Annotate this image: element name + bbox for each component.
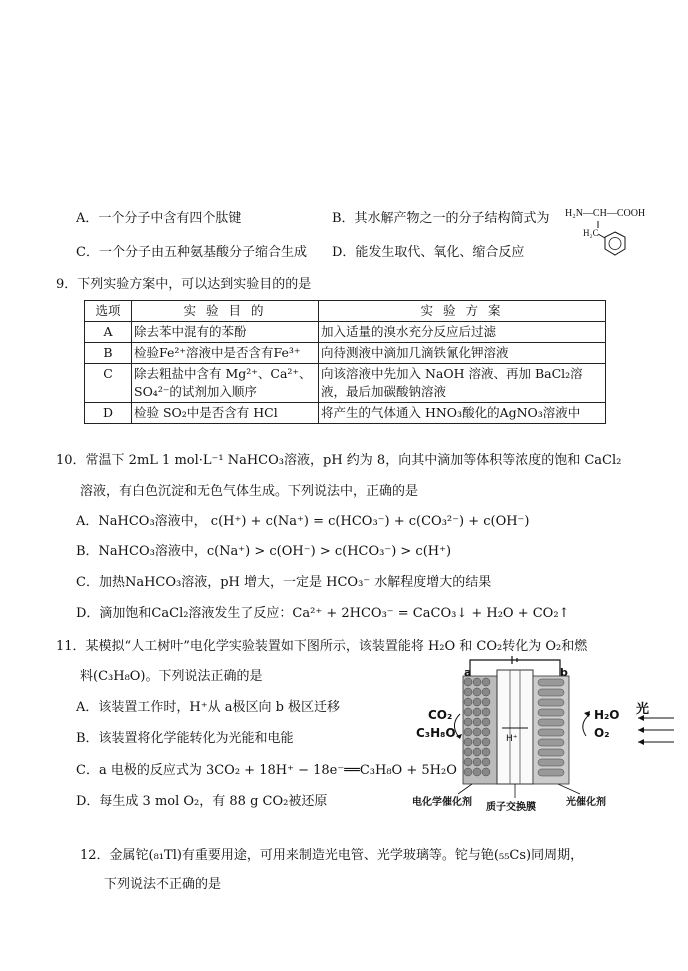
q12-stem-line2: 下列说法不正确的是 (104, 877, 222, 892)
co2-label: CO₂ (428, 708, 453, 722)
table-row (85, 322, 606, 343)
table-row (85, 343, 606, 364)
q10-option-d: D．滴加饱和CaCl₂溶液发生了反应：Ca²⁺ + 2HCO₃⁻ = CaCO₃↓ + H₂O + CO₂↑ (76, 606, 570, 621)
q11-option-a: A．该装置工作时，H⁺从 a极区向 b 极区迁移 (76, 700, 341, 715)
row-purpose: 除去苯中混有的苯酚 (132, 322, 319, 343)
q11-option-c: C．a 电极的反应式为 3CO₂ + 18H⁺ − 18e⁻══C₃H₈O + 5H₂O (76, 763, 457, 778)
q12-stem-line1: 12．金属铊(₈₁Tl)有重要用途，可用来制造光电管、光学玻璃等。铊与铯(₅₅Cs)同周期， (80, 848, 584, 863)
struct-label-ch2: H₂C (583, 228, 599, 238)
q8-option-a: A．一个分子中含有四个肽键 (76, 211, 242, 226)
row-plan: 将产生的气体通入 HNO₃酸化的AgNO₃溶液中 (319, 403, 606, 424)
c3h8o-label: C₃H₈O (416, 726, 456, 740)
table-header-row (85, 301, 606, 322)
o2-label: O₂ (594, 726, 610, 740)
q11-option-d: D．每生成 3 mol O₂，有 88 g CO₂被还原 (76, 794, 328, 809)
struct-label-main: H₂N—CH—COOH (565, 208, 646, 219)
q10-stem-line2: 溶液，有白色沉淀和无色气体生成。下列说法中，正确的是 (80, 484, 419, 499)
table-header: 实 验 方 案 (319, 301, 606, 322)
q9-table (84, 300, 606, 424)
table-row (85, 403, 606, 424)
table-row (85, 364, 606, 403)
row-option: C (85, 364, 132, 403)
q10-option-c: C．加热NaHCO₃溶液，pH 增大，一定是 HCO₃⁻ 水解程度增大的结果 (76, 575, 492, 590)
electrode-a-label: a (464, 666, 472, 679)
row-plan: 向待测液中滴加几滴铁氰化钾溶液 (319, 343, 606, 364)
q8-option-c: C．一个分子由五种氨基酸分子缩合生成 (76, 245, 307, 260)
row-option: A (85, 322, 132, 343)
row-option: D (85, 403, 132, 424)
row-purpose: 检验Fe²⁺溶液中是否含有Fe³⁺ (132, 343, 319, 364)
proton-exchange-membrane-label: 质子交换膜 (486, 802, 536, 813)
row-option: B (85, 343, 132, 364)
q11-stem-line1: 11．某模拟“人工树叶”电化学实验装置如下图所示，该装置能将 H₂O 和 CO₂转化为 O₂和燃 (56, 639, 588, 654)
q11-stem-line2: 料(C₃H₈O)。下列说法正确的是 (80, 669, 263, 684)
table-header: 实 验 目 的 (132, 301, 319, 322)
q10-stem-line1: 10．常温下 2mL 1 mol·L⁻¹ NaHCO₃溶液，pH 约为 8，向其中滴加等体积等浓度的饱和 CaCl₂ (56, 453, 622, 468)
electrode-b-label: b (560, 666, 568, 679)
q9-stem: 9．下列实验方案中，可以达到实验目的的是 (56, 277, 312, 292)
q10-option-b: B．NaHCO₃溶液中，c(Na⁺) > c(OH⁻) > c(HCO₃⁻) > c(H⁺) (76, 544, 452, 559)
q8-option-b: B．其水解产物之一的分子结构简式为 (332, 211, 550, 226)
q10-option-a: A．NaHCO₃溶液中， c(H⁺) + c(Na⁺) = c(HCO₃⁻) + c(CO₃²⁻) + c(OH⁻) (76, 514, 530, 529)
row-plan: 加入适量的溴水充分反应后过滤 (319, 322, 606, 343)
h2o-label: H₂O (594, 708, 620, 722)
photocatalyst-label: 光催化剂 (566, 797, 606, 808)
electrochemical-catalyst-label: 电化学催化剂 (412, 797, 472, 808)
row-purpose: 检验 SO₂中是否含有 HCl (132, 403, 319, 424)
light-label: 光 (636, 702, 650, 717)
q8-option-d: D．能发生取代、氧化、缩合反应 (332, 245, 525, 260)
q8-structure (565, 208, 675, 258)
artificial-leaf-diagram (408, 656, 678, 816)
benzene-ring-icon (565, 208, 675, 258)
table-header: 选项 (85, 301, 132, 322)
row-plan: 向该溶液中先加入 NaOH 溶液、再加 BaCl₂溶液，最后加碳酸钠溶液 (319, 364, 606, 403)
q11-option-b: B．该装置将化学能转化为光能和电能 (76, 731, 294, 746)
row-purpose: 除去粗盐中含有 Mg²⁺、Ca²⁺、SO₄²⁻的试剂加入顺序 (132, 364, 319, 403)
hplus-label: H⁺ (506, 734, 518, 744)
